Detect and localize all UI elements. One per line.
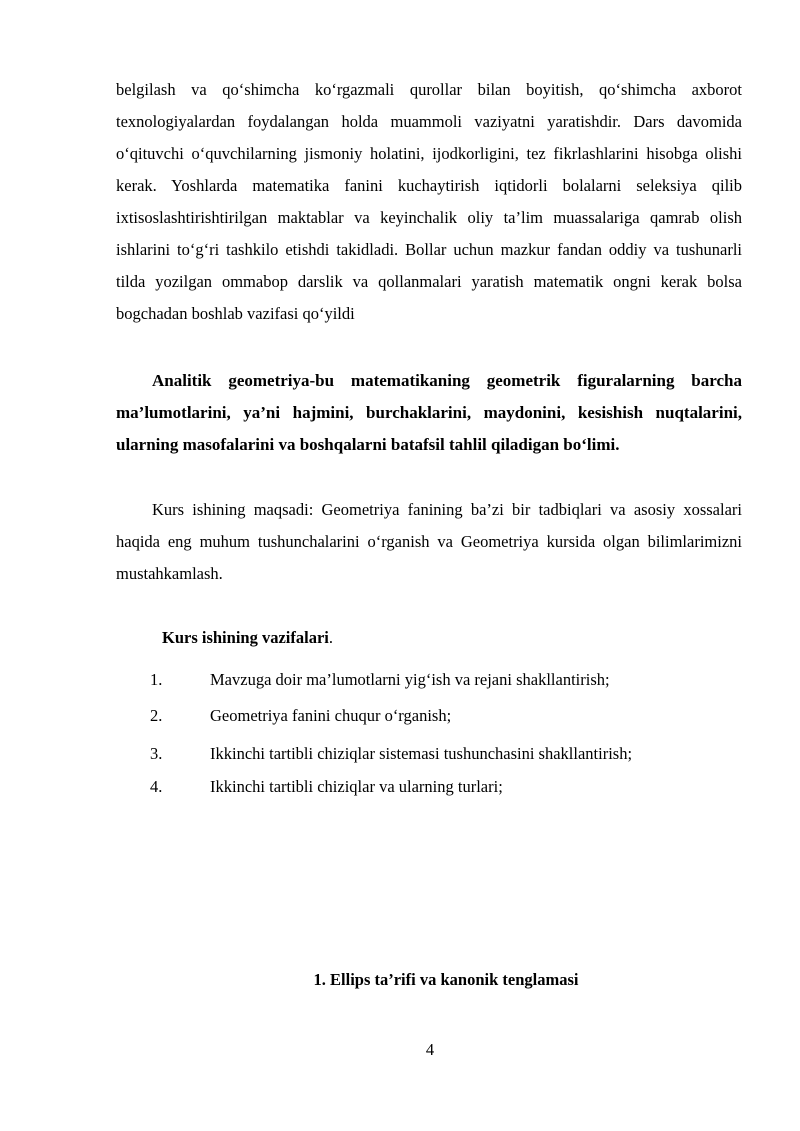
purpose-paragraph: Kurs ishining maqsadi: Geometriya fanining ba’zi bir tadbiqlari va asosiy xossalari haqida eng muhum tushunchalarini o‘rganish va Geometriya kursida olgan bilimlarimizni mustahkamlash. bbox=[116, 500, 742, 583]
tasks-title-suffix: . bbox=[328, 628, 333, 647]
section-heading: 1. Ellips ta’rifi va kanonik tenglamasi bbox=[313, 970, 579, 989]
list-item-number: 3. bbox=[150, 744, 163, 763]
definition-paragraph: Analitik geometriya-bu matematikaning geometrik figuralarning barcha ma’lumotlarini, ya’ni hajmini, burchaklarini, maydonini, kesishish nuqtalarini, ularning masofalarini va boshqalarni batafsil tahlil qiladigan bo‘limi. bbox=[116, 371, 742, 454]
page-number: 4 bbox=[425, 1040, 435, 1059]
intro-paragraph: belgilash va qo‘shimcha ko‘rgazmali qurollar bilan boyitish, qo‘shimcha axborot texnologiyalardan foydalangan holda muammoli vaziyatni yaratishdir. Dars davomida o‘qituvchi o‘quvchilarning jismoniy holatini, ijodkorligini, tez fikrlashlarini hisobga olishi kerak. Yoshlarda matematika fanini kuchaytirish iqtidorli bolalarni seleksiya qilib ixtisoslashtirishtirilgan maktablar va keyinchalik oliy ta’lim muassalariga qamrab olish ishlarini to‘g‘ri tashkilo etishdi takidladi. Bollar uchun mazkur fandan oddiy va tushunarli tilda yozilgan ommabop darslik va qollanmalari yaratish matematik ongni kerak bolsa bogchadan boshlab vazifasi qo‘yildi bbox=[116, 80, 742, 323]
list-item-text: Mavzuga doir ma’lumotlarni yig‘ish va rejani shakllantirish; bbox=[210, 670, 610, 689]
list-item-number: 2. bbox=[150, 706, 163, 725]
list-item-text: Ikkinchi tartibli chiziqlar va ularning turlari; bbox=[210, 777, 503, 796]
list-item-number: 4. bbox=[150, 777, 163, 796]
list-item-text: Ikkinchi tartibli chiziqlar sistemasi tushunchasini shakllantirish; bbox=[210, 744, 633, 763]
list-item-text: Geometriya fanini chuqur o‘rganish; bbox=[210, 706, 452, 725]
tasks-title bbox=[162, 622, 333, 654]
list-item-number: 1. bbox=[150, 670, 163, 689]
tasks-title-text: Kurs ishining vazifalari bbox=[162, 628, 329, 647]
